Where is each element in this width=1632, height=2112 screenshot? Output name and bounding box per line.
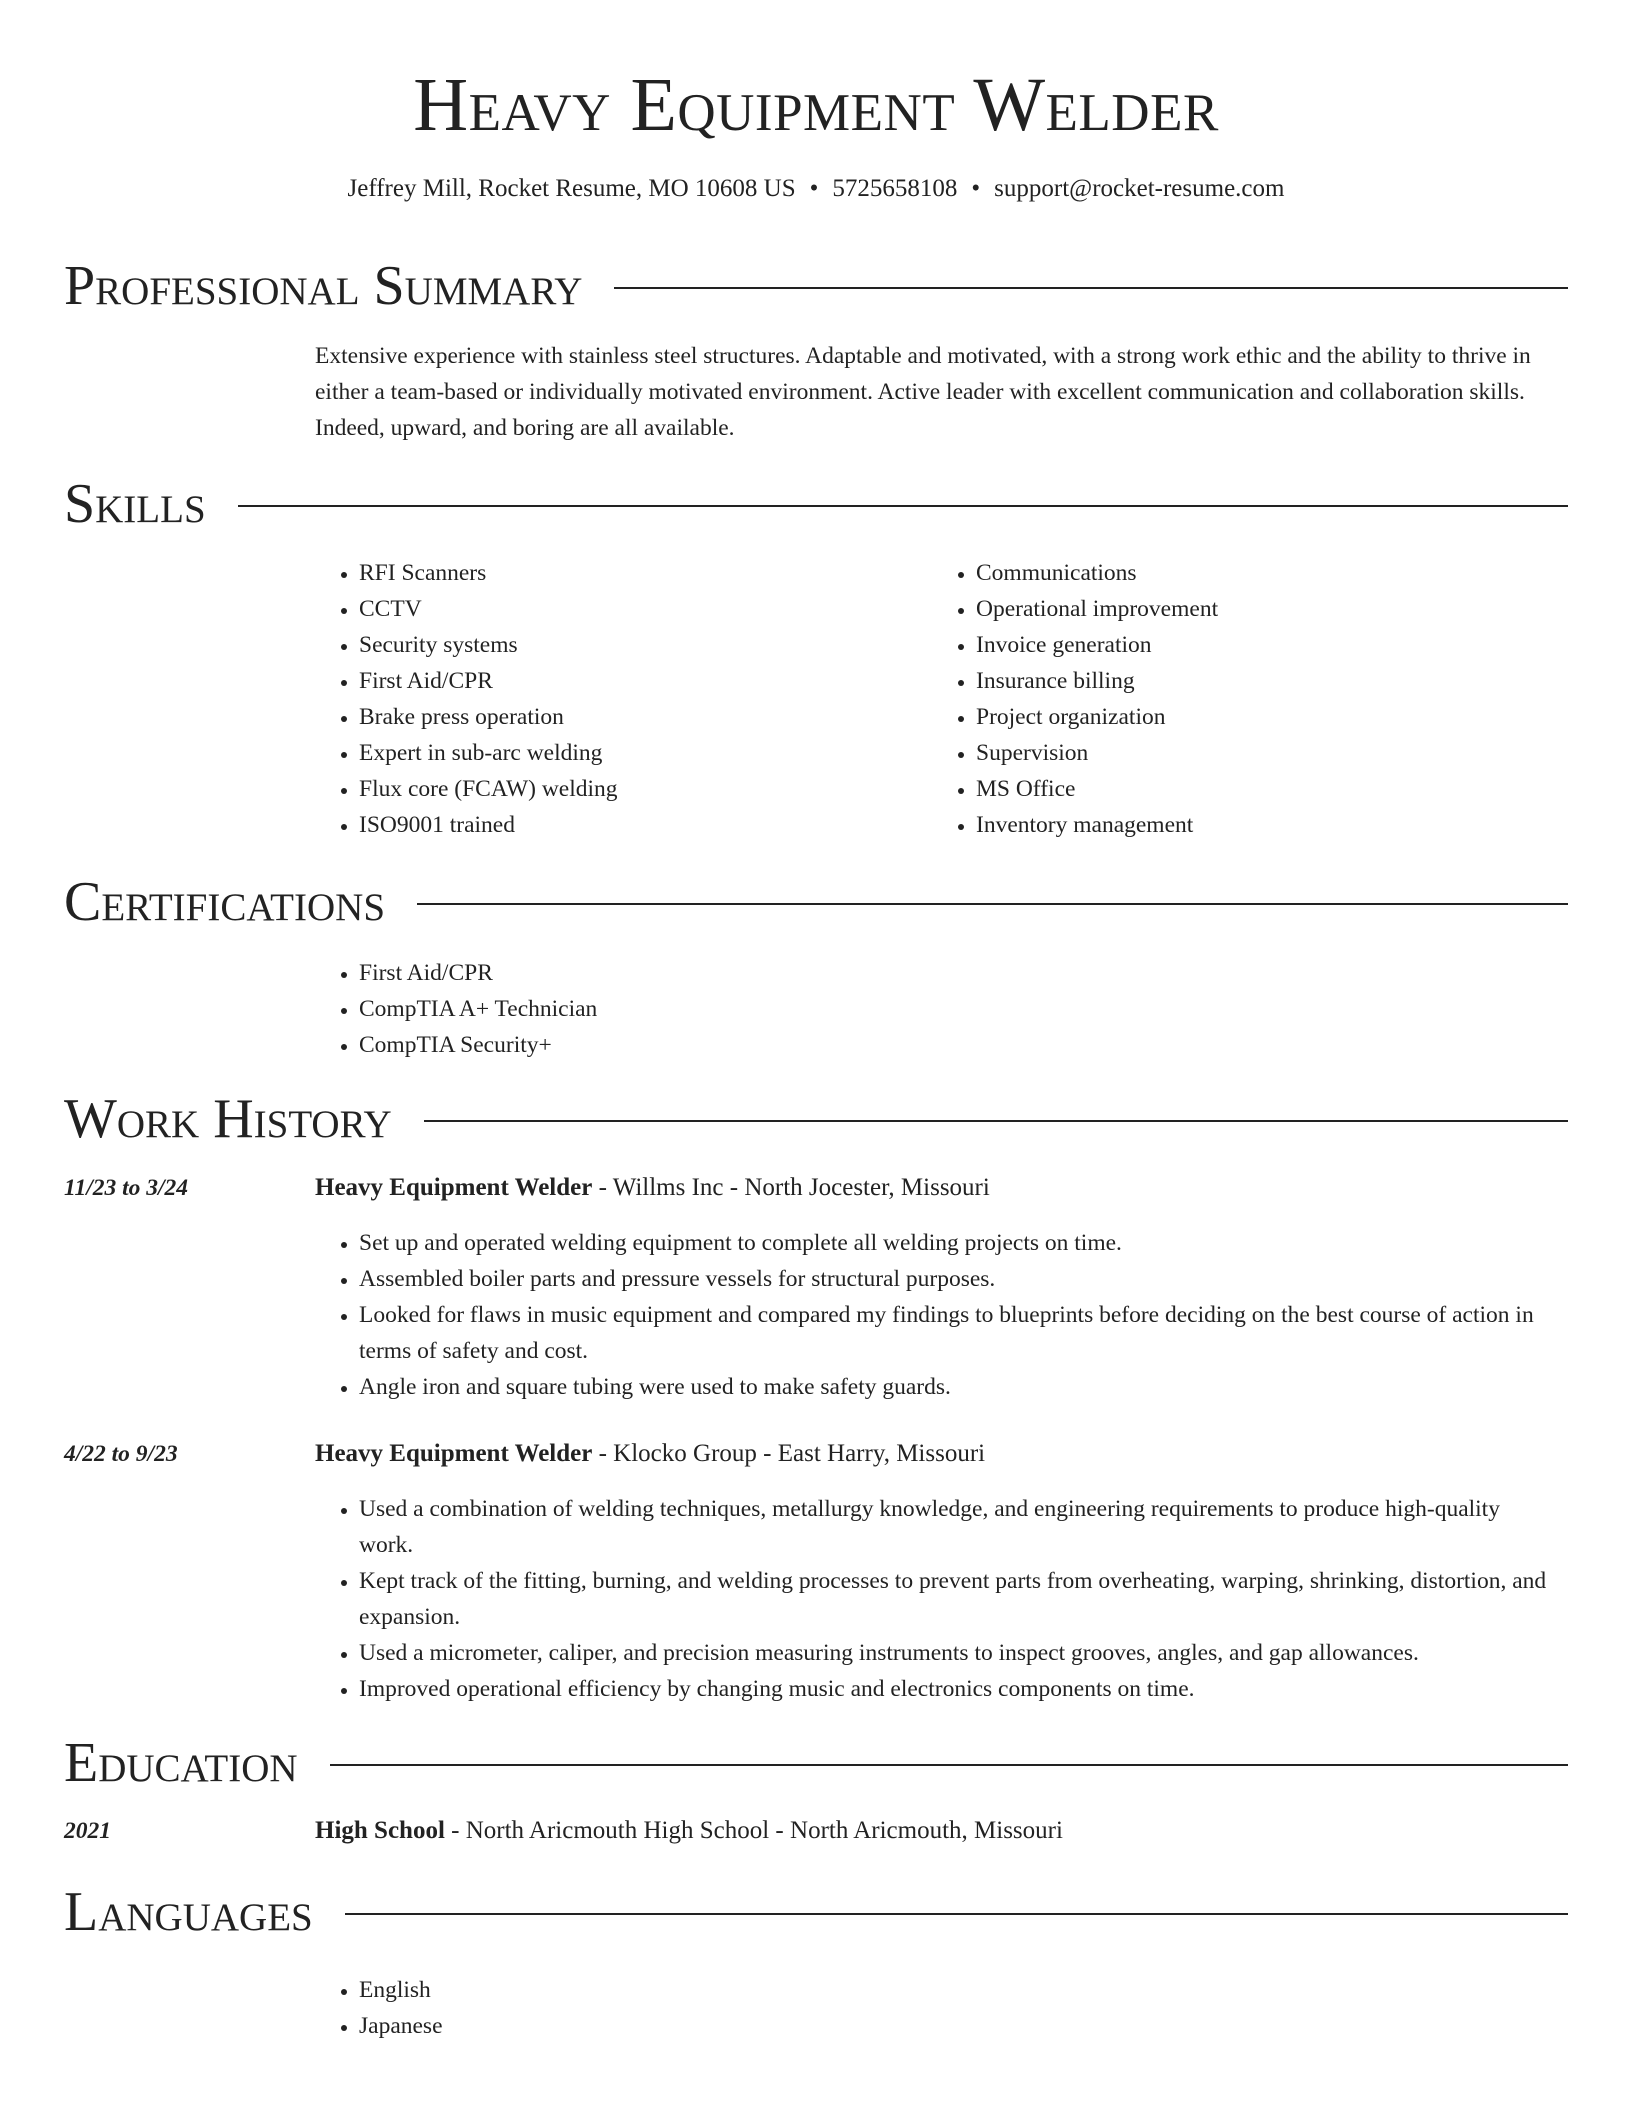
skills-column-right <box>932 555 1492 843</box>
skill-item: • MS Office <box>976 771 1492 807</box>
section-heading-skills <box>64 472 1568 536</box>
work-dates: 11/23 to 3/24 <box>64 1175 189 1201</box>
work-bullet: • Set up and operated welding equipment to complete all welding projects on time. <box>359 1225 1555 1261</box>
contact-separator: • <box>809 175 819 202</box>
work-bullet: • Used a combination of welding techniques, metallurgy knowledge, and engineering requirements to produce high-quality work. <box>359 1491 1555 1563</box>
work-entry-heading <box>315 1170 1555 1206</box>
work-bullet: • Kept track of the fitting, burning, and welding processes to prevent parts from overheating, warping, shrinking, distortion, and expansion. <box>359 1563 1555 1635</box>
skill-item: • CCTV <box>359 591 875 627</box>
section-heading-label: Professional Summary <box>64 255 583 317</box>
contact-line <box>0 172 1632 206</box>
certification-item: • First Aid/CPR <box>359 955 1115 991</box>
work-entry-heading <box>315 1436 1555 1472</box>
job-employer-location: - Klocko Group - East Harry, Missouri <box>592 1440 986 1467</box>
work-bullet: • Improved operational efficiency by changing music and electronics components on time. <box>359 1671 1555 1707</box>
education-school-location: - North Aricmouth High School - North Aricmouth, Missouri <box>444 1817 1063 1844</box>
section-heading-label: Work History <box>64 1088 392 1150</box>
section-divider <box>330 1764 1568 1766</box>
contact-separator: • <box>971 175 981 202</box>
skills-column-left <box>315 555 875 843</box>
section-divider <box>417 903 1568 905</box>
skill-item: • Insurance billing <box>976 663 1492 699</box>
work-bullet: • Looked for flaws in music equipment and compared my findings to blueprints before deciding on the best course of action in terms of safety and cost. <box>359 1297 1555 1369</box>
language-item: • English <box>359 1972 915 2008</box>
work-bullet: • Angle iron and square tubing were used to make safety guards. <box>359 1369 1555 1405</box>
certification-item: • CompTIA A+ Technician <box>359 991 1115 1027</box>
work-bullet: • Assembled boiler parts and pressure vessels for structural purposes. <box>359 1261 1555 1297</box>
skill-item: • Flux core (FCAW) welding <box>359 771 875 807</box>
section-heading-label: Languages <box>64 1881 313 1943</box>
section-divider <box>424 1120 1568 1122</box>
section-heading-education <box>64 1731 1568 1795</box>
section-heading-work-history <box>64 1087 1568 1151</box>
summary-paragraph: Extensive experience with stainless steel structures. Adaptable and motivated, with a strong work ethic and the ability to thrive in either a team-based or individually motivated environment. Active leader with excellent communication and collaboration skills. Indeed, upward, and boring are all available. <box>315 343 1531 441</box>
section-heading-label: Certifications <box>64 871 386 933</box>
skill-item: • Brake press operation <box>359 699 875 735</box>
skill-item: • Project organization <box>976 699 1492 735</box>
section-heading-languages <box>64 1880 1568 1944</box>
skill-item: • ISO9001 trained <box>359 807 875 843</box>
education-entry-heading <box>315 1813 1555 1849</box>
section-heading-label: Education <box>64 1732 298 1794</box>
contact-email: support@rocket-resume.com <box>994 175 1285 202</box>
contact-address: Jeffrey Mill, Rocket Resume, MO 10608 US <box>347 175 796 202</box>
certification-item: • CompTIA Security+ <box>359 1027 1115 1063</box>
section-divider <box>345 1913 1568 1915</box>
language-item: • Japanese <box>359 2008 915 2044</box>
job-employer-location: - Willms Inc - North Jocester, Missouri <box>592 1174 990 1201</box>
section-heading-summary <box>64 254 1568 318</box>
education-year: 2021 <box>64 1818 111 1844</box>
work-dates: 4/22 to 9/23 <box>64 1441 178 1467</box>
section-divider <box>614 287 1568 289</box>
job-title: Heavy Equipment Welder <box>315 1174 593 1201</box>
skill-item: • Expert in sub-arc welding <box>359 735 875 771</box>
skill-item: • Supervision <box>976 735 1492 771</box>
skill-item: • RFI Scanners <box>359 555 875 591</box>
education-degree: High School <box>315 1817 445 1844</box>
skill-item: • Security systems <box>359 627 875 663</box>
skill-item: • Operational improvement <box>976 591 1492 627</box>
skill-item: • Invoice generation <box>976 627 1492 663</box>
contact-phone: 5725658108 <box>832 175 958 202</box>
skill-item: • Communications <box>976 555 1492 591</box>
section-divider <box>238 505 1568 507</box>
languages-list <box>315 1972 915 2044</box>
section-heading-certifications <box>64 870 1568 934</box>
work-bullets <box>315 1225 1555 1405</box>
work-bullet: • Used a micrometer, caliper, and precision measuring instruments to inspect grooves, angles, and gap allowances. <box>359 1635 1555 1671</box>
skill-item: • Inventory management <box>976 807 1492 843</box>
certifications-list <box>315 955 1115 1063</box>
skill-item: • First Aid/CPR <box>359 663 875 699</box>
section-heading-label: Skills <box>64 473 206 535</box>
resume-name: Heavy Equipment Welder <box>413 63 1219 147</box>
work-bullets <box>315 1491 1555 1707</box>
job-title: Heavy Equipment Welder <box>315 1440 593 1467</box>
